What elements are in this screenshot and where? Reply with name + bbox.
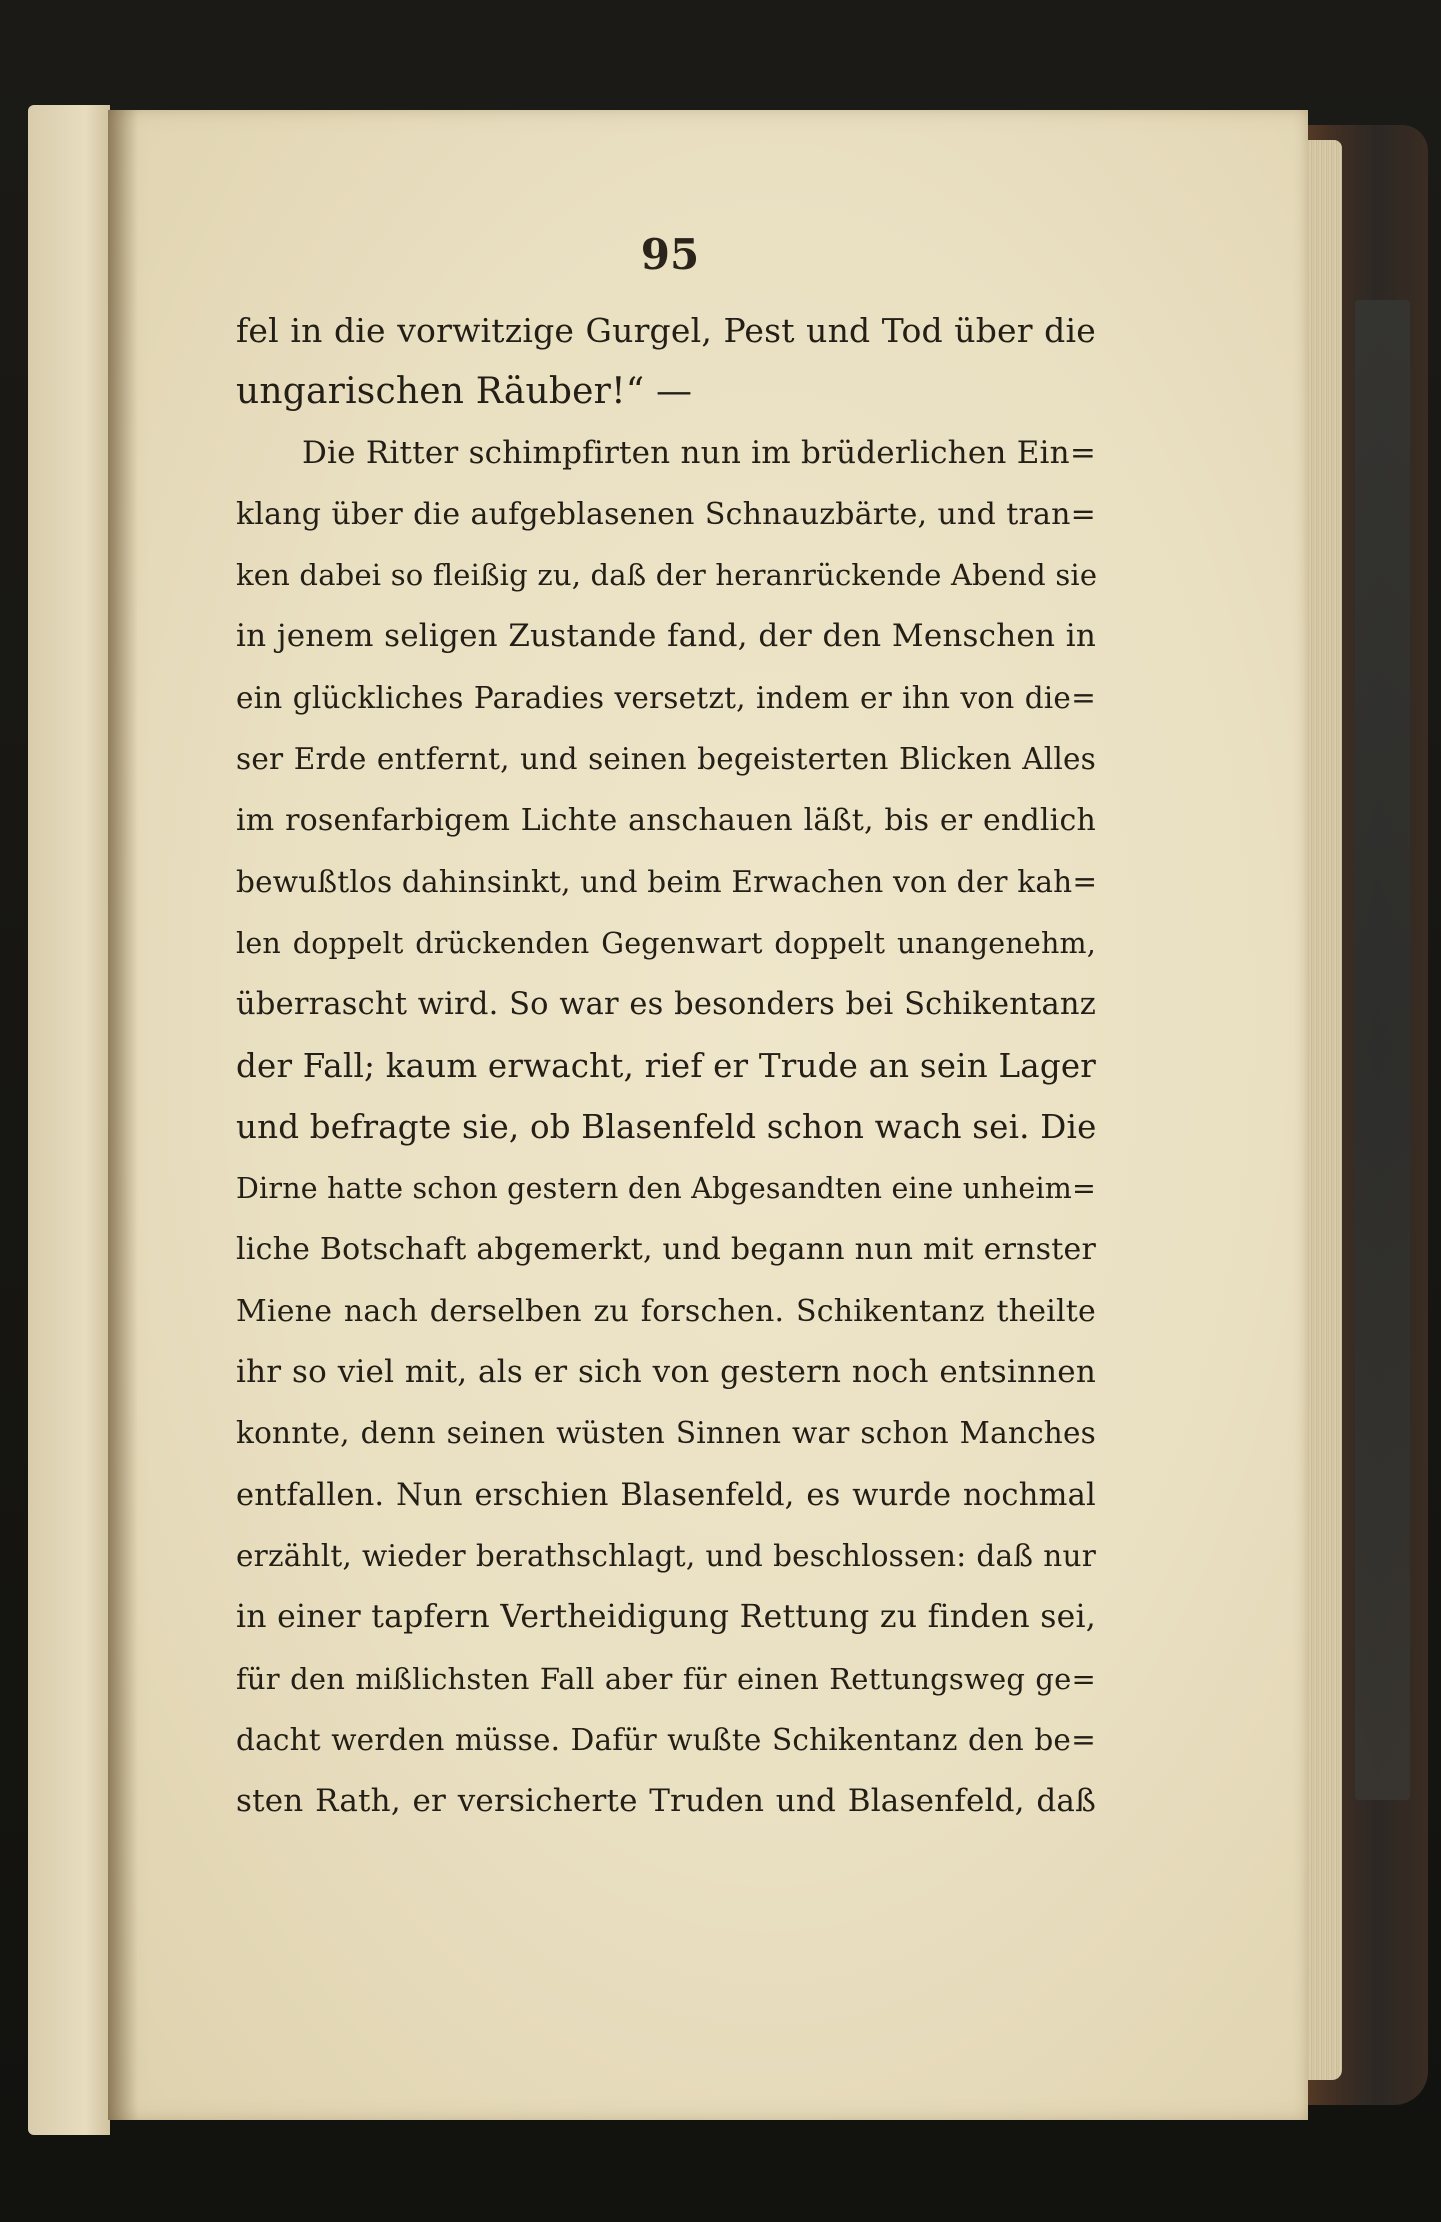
- text-line: Die Ritter schimpfirten nun im brüderlichen Ein=: [302, 434, 1096, 471]
- text-line: ungarischen Räuber!“ —: [236, 371, 693, 413]
- text-line: in einer tapfern Vertheidigung Rettung zu finden sei,: [236, 1599, 1096, 1636]
- page-edges: [1302, 140, 1342, 2080]
- cover-board: [1355, 300, 1410, 1800]
- text-line: sten Rath, er versicherte Truden und Blasenfeld, daß: [236, 1783, 1096, 1820]
- text-line: Miene nach derselben zu forschen. Schikentanz theilte: [236, 1293, 1096, 1329]
- gutter-shadow: [108, 110, 138, 2120]
- text-line: ser Erde entfernt, und seinen begeisterten Blicken Alles: [236, 742, 1096, 777]
- text-line: überrascht wird. So war es besonders bei Schikentanz: [236, 987, 1096, 1023]
- text-line: fel in die vorwitzige Gurgel, Pest und Tod über die: [236, 311, 1096, 350]
- text-line: in jenem seligen Zustande fand, der den Menschen in: [236, 618, 1096, 655]
- text-line: ihr so viel mit, als er sich von gestern noch entsinnen: [236, 1354, 1096, 1391]
- text-line: für den mißlichsten Fall aber für einen Rettungsweg ge=: [236, 1661, 1096, 1696]
- facing-page-edge: [28, 105, 110, 2135]
- page-number: 95: [640, 230, 700, 279]
- text-line: len doppelt drückenden Gegenwart doppelt unangenehm,: [236, 926, 1096, 960]
- text-line: liche Botschaft abgemerkt, und begann nun mit ernster: [236, 1232, 1096, 1268]
- text-line: im rosenfarbigem Lichte anschauen läßt, bis er endlich: [236, 803, 1096, 839]
- text-line: konnte, denn seinen wüsten Sinnen war schon Manches: [236, 1416, 1096, 1451]
- text-line: der Fall; kaum erwacht, rief er Trude an sein Lager: [236, 1046, 1096, 1085]
- text-line: Dirne hatte schon gestern den Abgesandten eine unheim=: [236, 1172, 1097, 1206]
- text-line: ken dabei so fleißig zu, daß der heranrückende Abend sie: [236, 558, 1098, 593]
- text-line: und befragte sie, ob Blasenfeld schon wach sei. Die: [236, 1107, 1097, 1146]
- text-line: dacht werden müsse. Dafür wußte Schikentanz den be=: [236, 1722, 1096, 1757]
- body-text: [236, 300, 1096, 1832]
- text-line: ein glückliches Paradies versetzt, indem er ihn von die=: [236, 680, 1096, 715]
- text-line: erzählt, wieder berathschlagt, und beschlossen: daß nur: [236, 1538, 1096, 1573]
- text-line: entfallen. Nun erschien Blasenfeld, es wurde nochmal: [236, 1477, 1096, 1513]
- text-line: bewußtlos dahinsinkt, und beim Erwachen von der kah=: [236, 864, 1098, 899]
- text-line: klang über die aufgeblasenen Schnauzbärte, und tran=: [236, 496, 1096, 532]
